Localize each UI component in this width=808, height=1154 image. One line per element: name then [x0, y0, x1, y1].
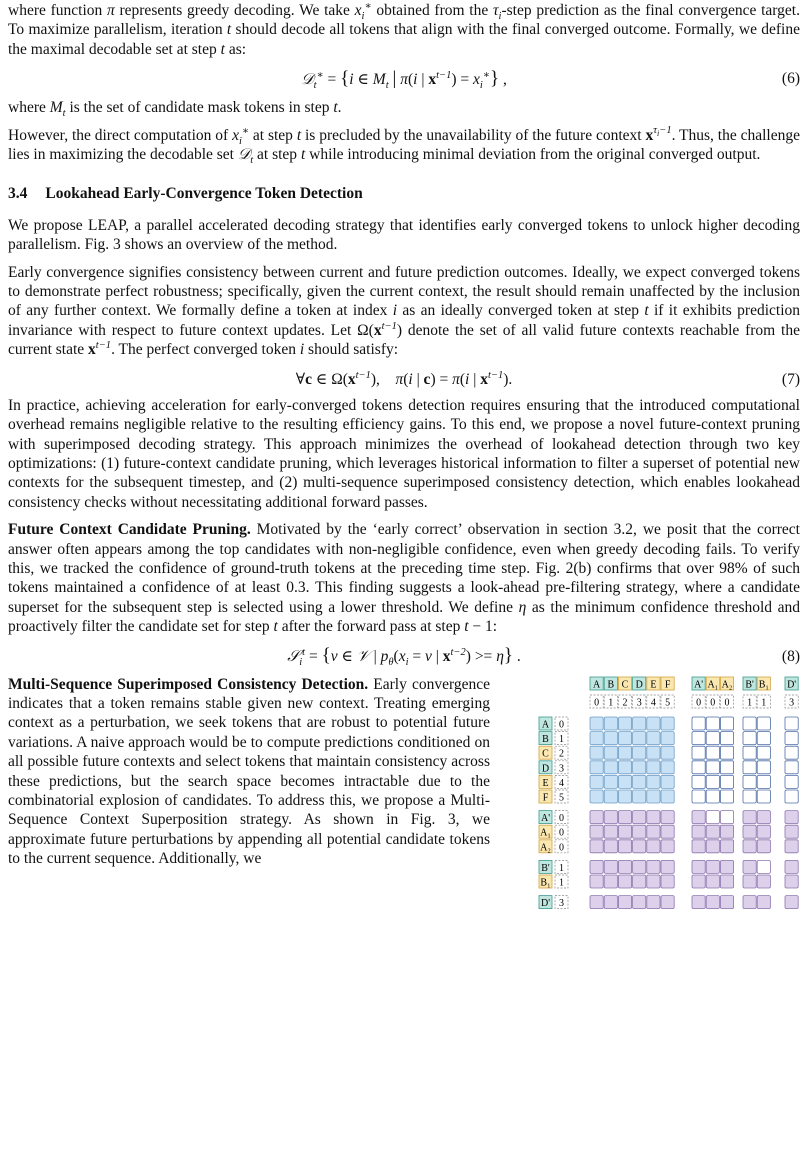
column-position-label: 5 — [665, 697, 671, 709]
mask-cell — [692, 746, 705, 759]
column-token-label: D' — [787, 679, 797, 691]
mask-cell — [785, 860, 798, 873]
mask-cell — [618, 746, 631, 759]
mask-cell — [604, 760, 617, 773]
row-token-label: C — [542, 748, 549, 760]
mask-cell — [618, 810, 631, 823]
mask-cell — [706, 810, 719, 823]
mask-cell — [633, 839, 646, 852]
mask-cell — [757, 731, 770, 744]
mask-cell — [590, 717, 603, 730]
column-position-label: 3 — [636, 697, 642, 709]
mask-cell — [647, 895, 660, 908]
column-position-label: 3 — [789, 697, 795, 709]
mask-cell — [785, 731, 798, 744]
row-position-label: 0 — [559, 812, 564, 824]
mask-cell — [661, 825, 674, 838]
mask-cell — [647, 717, 660, 730]
mask-cell — [706, 825, 719, 838]
row-position-label: 0 — [559, 841, 564, 853]
mask-cell — [647, 731, 660, 744]
attention-mask-diagram — [500, 675, 800, 909]
column-position-label: 2 — [622, 697, 628, 709]
mask-cell — [618, 731, 631, 744]
text: is the set of candidate mask tokens in step — [65, 99, 334, 117]
mask-cell — [604, 895, 617, 908]
mask-cell — [743, 895, 756, 908]
equation-number: (7) — [781, 370, 800, 388]
mask-cell — [692, 731, 705, 744]
mask-cell — [743, 717, 756, 730]
mask-cell — [604, 839, 617, 852]
paper-page — [8, 0, 801, 909]
row-token-label: A₂ — [540, 841, 551, 853]
mask-cell — [706, 731, 719, 744]
paragraph-in-practice: In practice, achieving acceleration for early-converged tokens detection requires ensuring that the introduced computational overhead remains negligible relative to the resulting efficiency gains. To this end, we propose a novel future-context pruning with superimposed decoding strategy. This approach minimizes the overhead of lookahead detection through two key optimizations: (1) future-context candidate pruning, which leverages historical information to filter a superset of potential new contexts for the subsequent timestep, and (2) multi-sequence superimposed consistency detection, which enables lookahead consistency checks without necessitating additional forward passes. — [8, 396, 800, 511]
mask-cell — [785, 760, 798, 773]
column-token-label: E — [650, 679, 657, 691]
row-token-label: D' — [540, 897, 551, 909]
text: : — [492, 618, 498, 636]
text: obtained from the — [371, 2, 493, 19]
mask-cell — [618, 895, 631, 908]
row-position-label: 1 — [559, 862, 564, 874]
column-token-label: F — [664, 679, 671, 691]
column-token-label: A' — [694, 679, 704, 691]
mask-cell — [647, 775, 660, 788]
row-token-label: A — [541, 719, 550, 731]
mask-cell — [618, 760, 631, 773]
text: . — [337, 99, 342, 117]
text: is precluded by the unavailability of the future context — [301, 126, 646, 144]
paragraph-heading: Multi-Sequence Superimposed Consistency Detection. — [8, 675, 369, 693]
text: Motivated by the ‘early correct’ observation in section 3.2, we posit that the correct answer often appears among the top candidates with non-negligible confidence, even when greedy decoding fails. To verify this, we tracked the confidence of ground-truth tokens at the preceding time step. Fig. 2(b) confirms that over 98% of such tokens maintained a confidence of at least 0.3. This finding suggests a look-ahead pre-filtering strategy, where a candidate superset for the subsequent step is selected using a lower threshold. We define — [8, 521, 800, 616]
mask-cell — [647, 839, 660, 852]
row-token-label: B — [542, 733, 549, 745]
mask-cell — [633, 860, 646, 873]
mask-cell — [720, 775, 733, 788]
two-column-block — [8, 675, 800, 909]
row-token-label: A₁ — [540, 827, 551, 839]
mask-cell — [785, 717, 798, 730]
mask-cell — [692, 775, 705, 788]
mask-cell — [590, 839, 603, 852]
mask-cell — [743, 875, 756, 888]
column-token-label: A₁ — [707, 679, 719, 691]
mask-cell — [743, 825, 756, 838]
equation-number: (6) — [781, 70, 800, 88]
row-position-label: 3 — [559, 762, 564, 774]
paragraph-superimposed — [8, 675, 490, 880]
column-token-label: B₁ — [758, 679, 769, 691]
mask-cell — [633, 790, 646, 803]
mask-cell — [647, 790, 660, 803]
column-position-label: 0 — [594, 697, 600, 709]
row-position-label: 0 — [559, 827, 564, 839]
mask-cell — [618, 775, 631, 788]
mask-cell — [757, 717, 770, 730]
mask-cell — [720, 839, 733, 852]
mask-cell — [604, 746, 617, 759]
section-title: Lookahead Early-Convergence Token Detection — [45, 185, 363, 203]
mask-cell — [706, 875, 719, 888]
mask-cell — [743, 790, 756, 803]
mask-cell — [785, 775, 798, 788]
text: However, the direct computation of — [8, 126, 233, 144]
mask-cell — [633, 717, 646, 730]
mask-cell — [692, 860, 705, 873]
mask-cell — [720, 825, 733, 838]
text: if it exhibits prediction invariance with respect to future context updates. Let — [8, 302, 800, 339]
equation-7: ∀c ∈ $\Omega(x^{t-1})$, π(i | c) = π(i | $x^{t-1}$). (7) — [295, 369, 800, 388]
paragraph-greedy: where function π represents greedy decoding. We take $x_i^∗$ obtained from the $\tau_i$-step prediction as the final convergence target. To maximize parallelism, iteration t should decode all tokens that align with the final converged outcome. Formally, we define the maximal decodable set at step t as: — [8, 0, 800, 58]
mask-cell — [720, 717, 733, 730]
mask-cell — [720, 790, 733, 803]
paragraph-early-convergence: Early convergence signifies consistency between current and future prediction outcomes. Ideally, we expect converged tokens to demonstrate perfect robustness; specifically, given the current context, the result should remain unaffected by the inclusion of any further context. We formally define a token at index i as an ideally converged token at step t if it exhibits prediction invariance with respect to future context updates. Let $\Omega(x^{t-1})$ denote the set of all valid future contexts reachable from the current state $x^{t-1}$. The perfect converged token i should satisfy: — [8, 263, 800, 359]
column-position-label: 1 — [761, 697, 767, 709]
mask-cell — [618, 875, 631, 888]
mask-cell — [590, 790, 603, 803]
mask-cell — [661, 875, 674, 888]
mask-cell — [720, 731, 733, 744]
mask-cell — [647, 746, 660, 759]
mask-cell — [661, 717, 674, 730]
row-token-label: B₁ — [540, 877, 551, 889]
mask-cell — [647, 875, 660, 888]
mask-cell — [661, 746, 674, 759]
column-position-label: 1 — [747, 697, 753, 709]
figure-attention-mask — [500, 675, 800, 909]
column-token-label: B' — [745, 679, 754, 691]
mask-cell — [633, 825, 646, 838]
text: at step — [249, 126, 297, 144]
row-position-label: 1 — [559, 877, 564, 889]
mask-cell — [706, 775, 719, 788]
mask-cell — [618, 839, 631, 852]
paragraph-pruning: Future Context Candidate Pruning. Motivated by the ‘early correct’ observation in section 3.2, we posit that the correct answer often appears among the top candidates with non-negligible confidence, even when greedy decoding fails. To verify this, we tracked the confidence of ground-truth tokens at the preceding time step. Fig. 2(b) confirms that over 98% of such tokens maintained a confidence of at least 0.3. This finding suggests a look-ahead pre-filtering strategy, where a candidate superset for the subsequent step is selected using a lower threshold. We define η as the minimum confidence threshold and proactively filter the candidate set for step t after the forward pass at step t − 1: — [8, 521, 801, 636]
paragraph-leap: We propose LEAP, a parallel accelerated decoding strategy that identifies early converged tokens to unlock higher decoding parallelism. Fig. 3 shows an overview of the method. — [8, 216, 800, 254]
mask-cell — [590, 825, 603, 838]
mask-cell — [618, 717, 631, 730]
mask-cell — [604, 731, 617, 744]
mask-cell — [706, 746, 719, 759]
row-position-label: 5 — [559, 792, 564, 804]
mask-cell — [633, 775, 646, 788]
mask-cell — [720, 746, 733, 759]
text: while introducing minimal deviation from the original converged output. — [305, 146, 761, 164]
text: after the forward pass at step — [277, 618, 465, 636]
column-position-label: 0 — [710, 697, 716, 709]
row-position-label: 2 — [559, 748, 564, 760]
mask-cell — [757, 790, 770, 803]
mask-cell — [743, 731, 756, 744]
row-position-label: 1 — [559, 733, 564, 745]
row-token-label: D — [541, 762, 550, 774]
mask-cell — [692, 790, 705, 803]
mask-cell — [785, 810, 798, 823]
mask-cell — [661, 790, 674, 803]
mask-cell — [692, 760, 705, 773]
mask-cell — [604, 825, 617, 838]
mask-cell — [757, 839, 770, 852]
mask-cell — [590, 760, 603, 773]
row-token-label: F — [542, 792, 549, 804]
mask-cell — [633, 810, 646, 823]
row-position-label: 4 — [559, 777, 564, 789]
column-position-label: 0 — [696, 697, 702, 709]
mask-cell — [692, 810, 705, 823]
mask-cell — [785, 895, 798, 908]
mask-cell — [785, 746, 798, 759]
mask-cell — [604, 790, 617, 803]
text: where — [8, 99, 50, 117]
mask-cell — [706, 839, 719, 852]
mask-cell — [647, 825, 660, 838]
text: represents greedy decoding. We take — [114, 2, 355, 19]
mask-cell — [743, 760, 756, 773]
equation-8: 𝒮$_i^t$ = {v ∈ 𝒱 | $p_\theta(x_i = v$ | $x^{t-2}) >= \eta$} . (8) — [287, 645, 800, 669]
mask-cell — [785, 839, 798, 852]
mask-cell — [706, 895, 719, 908]
mask-cell — [720, 860, 733, 873]
mask-cell — [590, 860, 603, 873]
mask-cell — [633, 731, 646, 744]
mask-cell — [618, 860, 631, 873]
row-token-label: A' — [540, 812, 551, 824]
mask-cell — [757, 825, 770, 838]
mask-cell — [633, 746, 646, 759]
text: at step — [253, 146, 301, 164]
mask-cell — [692, 717, 705, 730]
text: where function — [8, 2, 107, 19]
paragraph-however: However, the direct computation of $x_i^∗$ at step t is precluded by the unavailability of the future context $x^{\tau_i-1}$. Thus, the challenge lies in maximizing the decodable set 𝒟$_t$ at step t while introducing minimal deviation from the original converged output. — [8, 125, 800, 167]
text: . Thus, the challenge lies in maximizing the decodable set — [8, 126, 800, 164]
mask-cell — [743, 810, 756, 823]
mask-cell — [785, 875, 798, 888]
mask-cell — [604, 775, 617, 788]
mask-cell — [706, 790, 719, 803]
equation-6: 𝒟$_t$∗ = {i ∈ $M_t$ | π(i | $x^{t-1}) = x_i^∗$} , (6) — [301, 68, 800, 92]
mask-cell — [661, 860, 674, 873]
mask-cell — [757, 895, 770, 908]
mask-cell — [661, 775, 674, 788]
mask-cell — [720, 760, 733, 773]
mask-cell — [743, 860, 756, 873]
mask-cell — [604, 810, 617, 823]
column-token-label: A₂ — [721, 679, 733, 691]
mask-cell — [647, 810, 660, 823]
mask-cell — [618, 825, 631, 838]
mask-cell — [743, 746, 756, 759]
mask-cell — [590, 895, 603, 908]
mask-cell — [692, 839, 705, 852]
row-token-label: E — [542, 777, 549, 789]
mask-cell — [757, 775, 770, 788]
mask-cell — [757, 760, 770, 773]
section-heading — [8, 184, 800, 203]
mask-cell — [720, 810, 733, 823]
text: should satisfy: — [304, 341, 399, 359]
mask-cell — [720, 875, 733, 888]
column-token-label: B — [607, 679, 615, 691]
mask-cell — [757, 810, 770, 823]
equation-number: (8) — [781, 647, 800, 665]
mask-cell — [706, 860, 719, 873]
row-token-label: B' — [541, 862, 550, 874]
mask-cell — [647, 760, 660, 773]
mask-cell — [661, 810, 674, 823]
mask-cell — [757, 860, 770, 873]
mask-cell — [785, 825, 798, 838]
row-position-label: 0 — [559, 719, 564, 731]
mask-cell — [633, 875, 646, 888]
mask-cell — [757, 746, 770, 759]
mask-cell — [706, 717, 719, 730]
mask-cell — [743, 839, 756, 852]
mask-cell — [590, 875, 603, 888]
row-position-label: 3 — [559, 897, 564, 909]
column-token-label: D — [635, 679, 643, 691]
text: Early convergence indicates that a token remains stable given new context. Treating emerging context as a perturbation, we seek tokens that are robust to potential future variations. A naive approach would be to compute predictions conditioned on all possible future contexts and select tokens that maintain consistency across these predictions, but the search space becomes intractable due to the combinatorial explosion of candidates. To address this, we propose a Multi-Sequence Context Superposition strategy. As shown in Fig. 3, we approximate future perturbations by appending all potential candidate tokens to the current sequence. Additionally, we — [8, 675, 490, 868]
text: as the minimum confidence threshold and proactively filter the candidate set for step — [8, 598, 801, 636]
mask-cell — [590, 775, 603, 788]
mask-cell — [661, 760, 674, 773]
mask-cell — [661, 895, 674, 908]
mask-cell — [604, 860, 617, 873]
mask-cell — [743, 775, 756, 788]
text: should decode all tokens that align with the final converged outcome. Formally, we define the maximal decodable set at step — [8, 21, 800, 58]
mask-cell — [618, 790, 631, 803]
section-number: 3.4 — [8, 185, 28, 203]
mask-cell — [661, 839, 674, 852]
text: Early convergence signifies consistency between current and future prediction outcomes. Ideally, we expect converged tokens to demonstrate perfect robustness; specifically, given the current context, the result should remain unaffected by the inclusion of any further context. We formally define a token at index — [8, 263, 800, 320]
mask-cell — [720, 895, 733, 908]
text: as: — [224, 40, 247, 58]
mask-cell — [604, 875, 617, 888]
text: as an ideally converged token at step — [397, 302, 645, 320]
mask-cell — [692, 875, 705, 888]
column-position-label: 4 — [650, 697, 656, 709]
mask-cell — [604, 717, 617, 730]
column-position-label: 1 — [608, 697, 614, 709]
mask-cell — [590, 746, 603, 759]
mask-cell — [647, 860, 660, 873]
mask-cell — [706, 760, 719, 773]
paragraph-heading: Future Context Candidate Pruning. — [8, 521, 251, 539]
mask-cell — [661, 731, 674, 744]
column-token-label: C — [621, 679, 629, 691]
mask-cell — [633, 760, 646, 773]
mask-cell — [590, 731, 603, 744]
text: denote the set of all valid future contexts reachable from the current state — [8, 321, 800, 359]
column-position-label: 0 — [724, 697, 730, 709]
mask-cell — [757, 875, 770, 888]
mask-cell — [692, 895, 705, 908]
text: . The perfect converged token — [111, 341, 300, 359]
text: -step prediction as the final convergence target. To maximize parallelism, iteration — [8, 2, 800, 39]
column-token-label: A — [592, 679, 601, 691]
paragraph-mask-set: where $M_t$ is the set of candidate mask tokens in step t. — [8, 99, 342, 120]
mask-cell — [692, 825, 705, 838]
mask-cell — [785, 790, 798, 803]
mask-cell — [590, 810, 603, 823]
mask-cell — [633, 895, 646, 908]
